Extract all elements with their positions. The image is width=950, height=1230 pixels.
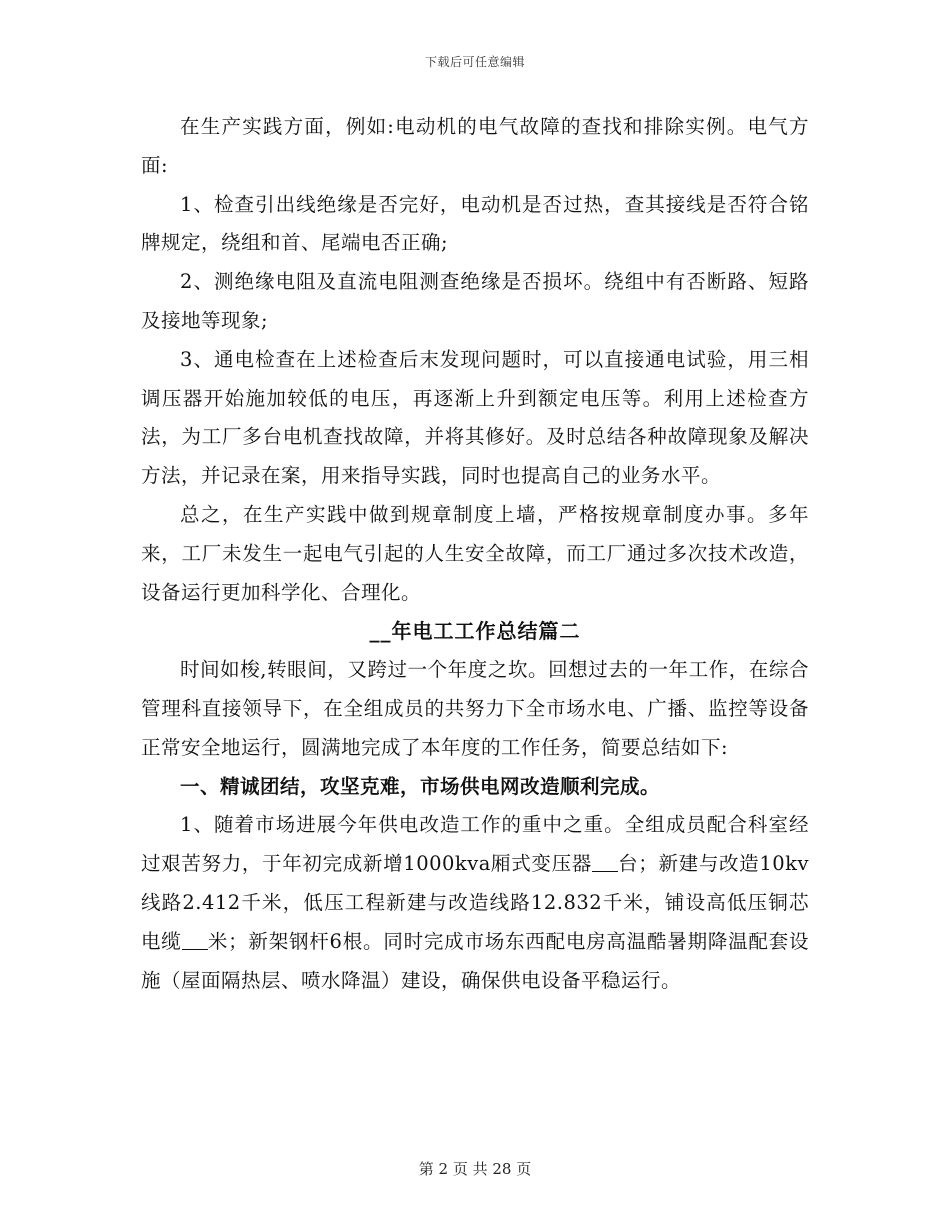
paragraph-item-3: 3、通电检查在上述检查后末发现问题时，可以直接通电试验，用三相调压器开始施加较低的电压，再逐渐上升到额定电压等。利用上述检查方法，为工厂多台电机查找故障，并将其修好。及时总结各种故障现象及解决方法，并记录在案，用来指导实践，同时也提高自己的业务水平。 <box>141 347 809 488</box>
paragraph-section-intro: 时间如梭,转眼间，又跨过一个年度之坎。回想过去的一年工作，在综合管理科直接领导下，在全组成员的共努力下全市场水电、广播、监控等设备正常安全地运行，圆满地完成了本年度的工作任务，简要总结如下: <box>141 658 809 759</box>
document-body <box>141 108 809 1000</box>
section-heading: __年电工工作总结篇二 <box>369 619 581 644</box>
fill-blank <box>182 929 208 950</box>
paragraph-part-3: 米；新架钢杆6根。同时完成市场东西配电房高温酷暑期降温配套设施（屋面隔热层、喷水降温）建设，确保供电设备平稳运行。 <box>141 929 809 992</box>
paragraph-intro: 在生产实践方面，例如:电动机的电气故障的查找和排除实例。电气方面: <box>141 115 809 177</box>
fill-blank <box>592 852 618 873</box>
paragraph-part-2: 台；新建与改造10kv线路2.412千米，低压工程新建与改造线路12.832千米，铺设高低压铜芯电缆 <box>141 852 809 953</box>
paragraph-item-supply <box>141 806 809 1000</box>
sub-heading: 一、精诚团结，攻坚克难，市场供电网改造顺利完成。 <box>180 774 661 798</box>
paragraph-summary: 总之，在生产实践中做到规章制度上墙，严格按规章制度办事。多年来，工厂未发生一起电气引起的人生安全故障，而工厂通过多次技术改造，设备运行更加科学化、合理化。 <box>141 502 809 604</box>
paragraph-part-1: 1、随着市场进展今年供电改造工作的重中之重。全组成员配合科室经过艰苦努力，于年初完成新增1000kva厢式变压器 <box>141 813 809 876</box>
page-header: 下载后可任意编辑 <box>424 55 525 69</box>
page-footer: 第 2 页 共 28 页 <box>418 1160 532 1178</box>
paragraph-item-2: 2、测绝缘电阻及直流电阻测查绝缘是否损坏。绕组中有否断路、短路及接地等现象; <box>141 270 809 332</box>
paragraph-item-1: 1、检查引出线绝缘是否完好，电动机是否过热，查其接线是否符合铭牌规定，绕组和首、尾端电否正确; <box>141 192 809 255</box>
